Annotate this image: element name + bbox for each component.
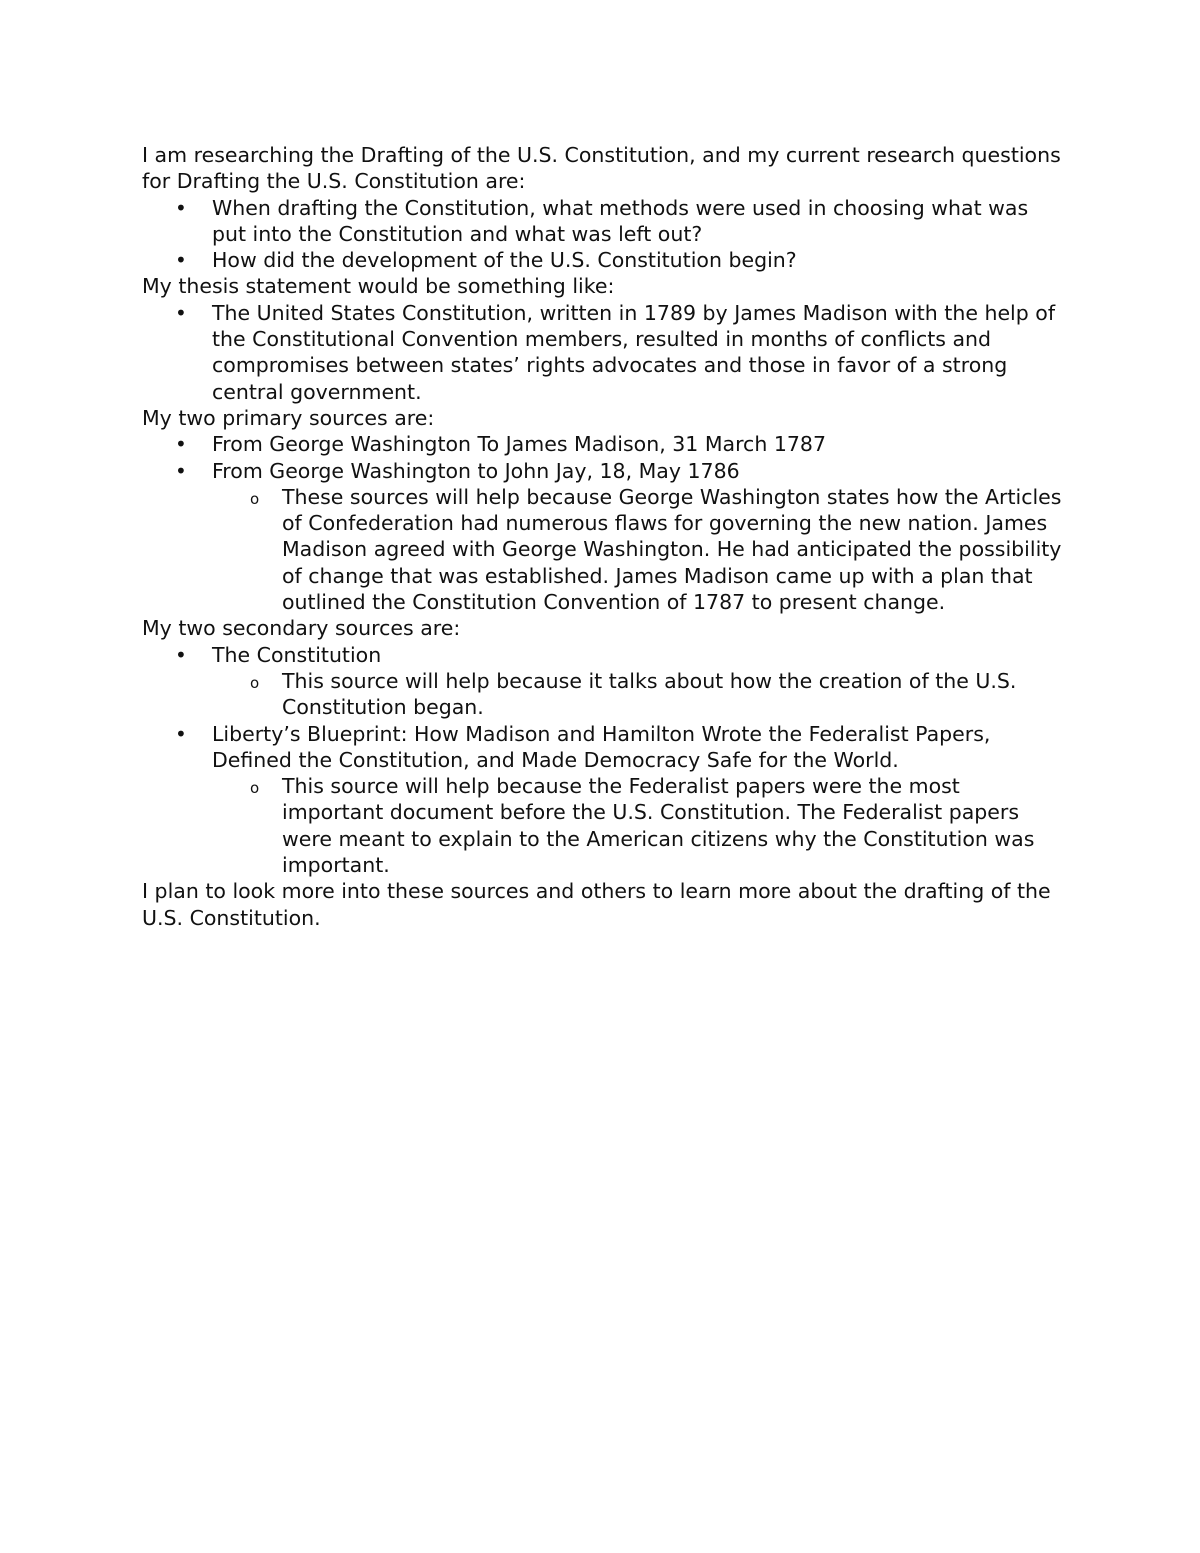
sub-list-item-text: This source will help because it talks about how the creation of the U.S. Constitution began.: [282, 668, 1017, 720]
secondary-sources-list: [142, 642, 1062, 879]
sub-list-item: [212, 484, 1062, 615]
bullet-icon: •: [175, 300, 187, 325]
list-item-text: The Constitution: [212, 642, 382, 667]
list-item-text: From George Washington To James Madison, 31 March 1787: [212, 432, 827, 457]
list-item-text: Liberty’s Blueprint: How Madison and Hamilton Wrote the Federalist Papers, Defined the Constitution, and Made Democracy Safe for the World.: [212, 721, 991, 772]
secondary-sources-heading: My two secondary sources are:: [142, 616, 461, 641]
bullet-icon: •: [175, 195, 187, 220]
bullet-icon: •: [175, 458, 187, 483]
bullet-icon: •: [175, 721, 187, 746]
list-item: [142, 642, 1062, 721]
sub-list: [212, 773, 1062, 878]
sub-list-item: [212, 773, 1062, 878]
sub-list-item-text: This source will help because the Federalist papers were the most important document before the U.S. Constitution. The Federalist papers were meant to explain to the American citizens why the Constitution was important.: [282, 774, 1035, 878]
research-questions-list: [142, 195, 1062, 274]
list-item: [142, 300, 1062, 405]
bullet-icon: •: [175, 432, 187, 457]
circle-bullet-icon: o: [250, 779, 260, 798]
circle-bullet-icon: o: [250, 489, 260, 508]
list-item-text: The United States Constitution, written in 1789 by James Madison with the help of the Constitutional Convention members, resulted in months of conflicts and compromises between states’ rights advocates and those in favor of a strong central government.: [212, 300, 1056, 404]
bullet-icon: •: [175, 248, 187, 273]
sub-list: [212, 668, 1062, 721]
sub-list-item: [212, 668, 1062, 721]
sub-list: [212, 484, 1062, 615]
list-item: [142, 195, 1062, 248]
bullet-icon: •: [175, 642, 187, 667]
list-item: [142, 458, 1062, 616]
list-item: [142, 431, 1062, 457]
list-item-text: When drafting the Constitution, what methods were used in choosing what was put into the Constitution and what was left out?: [212, 195, 1029, 246]
primary-sources-heading: My two primary sources are:: [142, 405, 435, 430]
thesis-list: [142, 300, 1062, 405]
intro-paragraph: I am researching the Drafting of the U.S. Constitution, and my current research questions for Drafting the U.S. Constitution are:: [142, 143, 1061, 194]
list-item: [142, 721, 1062, 879]
primary-sources-list: [142, 431, 1062, 615]
document-page: [142, 142, 1062, 931]
list-item: [142, 247, 1062, 273]
closing-paragraph: I plan to look more into these sources and others to learn more about the drafting of the U.S. Constitution.: [142, 879, 1051, 930]
list-item-text: How did the development of the U.S. Constitution begin?: [212, 248, 797, 273]
circle-bullet-icon: o: [250, 673, 260, 692]
list-item-text: From George Washington to John Jay, 18, May 1786: [212, 458, 740, 483]
sub-list-item-text: These sources will help because George Washington states how the Articles of Confederation had numerous flaws for governing the new nation. James Madison agreed with George Washington. He had anticipated the possibility of change that was established. James Madison came up with a plan that outlined the Constitution Convention of 1787 to present change.: [282, 484, 1062, 615]
thesis-heading: My thesis statement would be something like:: [142, 274, 615, 299]
